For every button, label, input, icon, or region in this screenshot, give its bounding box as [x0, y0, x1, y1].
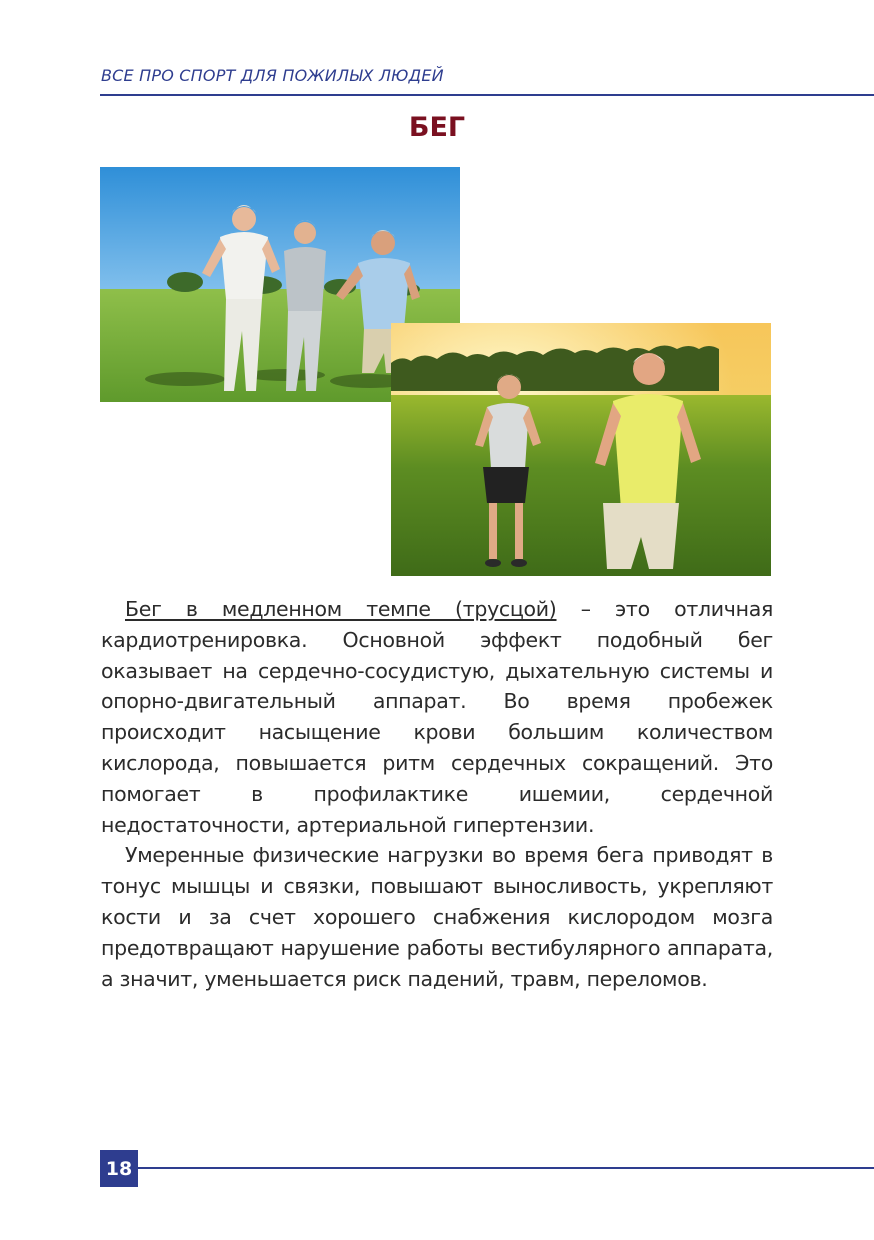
- section-title: БЕГ: [408, 112, 466, 143]
- header-divider: [100, 94, 874, 96]
- senior-couple-sunset-photo: [391, 323, 771, 576]
- article-body: [101, 594, 773, 994]
- page-number: 18: [100, 1150, 138, 1187]
- running-term-link: Бег в медленном темпе (трусцой): [125, 597, 557, 621]
- paragraph-1: [101, 594, 773, 840]
- footer-divider: [138, 1167, 874, 1169]
- running-header: ВСЕ ПРО СПОРТ ДЛЯ ПОЖИЛЫХ ЛЮДЕЙ: [101, 66, 444, 85]
- paragraph-1-text: – это отличная кардиотренировка. Основной эффект подобный бег оказывает на сердечно-сосудистую, дыхательную системы и опорно-двигательный аппарат. Во время пробежек происходит насыщение крови большим количеством кислорода, повышается ритм сердечных сокращений. Это помогает в профилактике ишемии, сердечной недостаточности, артериальной гипертензии.: [101, 597, 774, 837]
- paragraph-2: Умеренные физические нагрузки во время бега приводят в тонус мышцы и связки, повышают выносливость, укрепляют кости и за счет хорошего снабжения кислородом мозга предотвращают нарушение работы вестибулярного аппарата, а значит, уменьшается риск падений, травм, переломов.: [101, 843, 773, 991]
